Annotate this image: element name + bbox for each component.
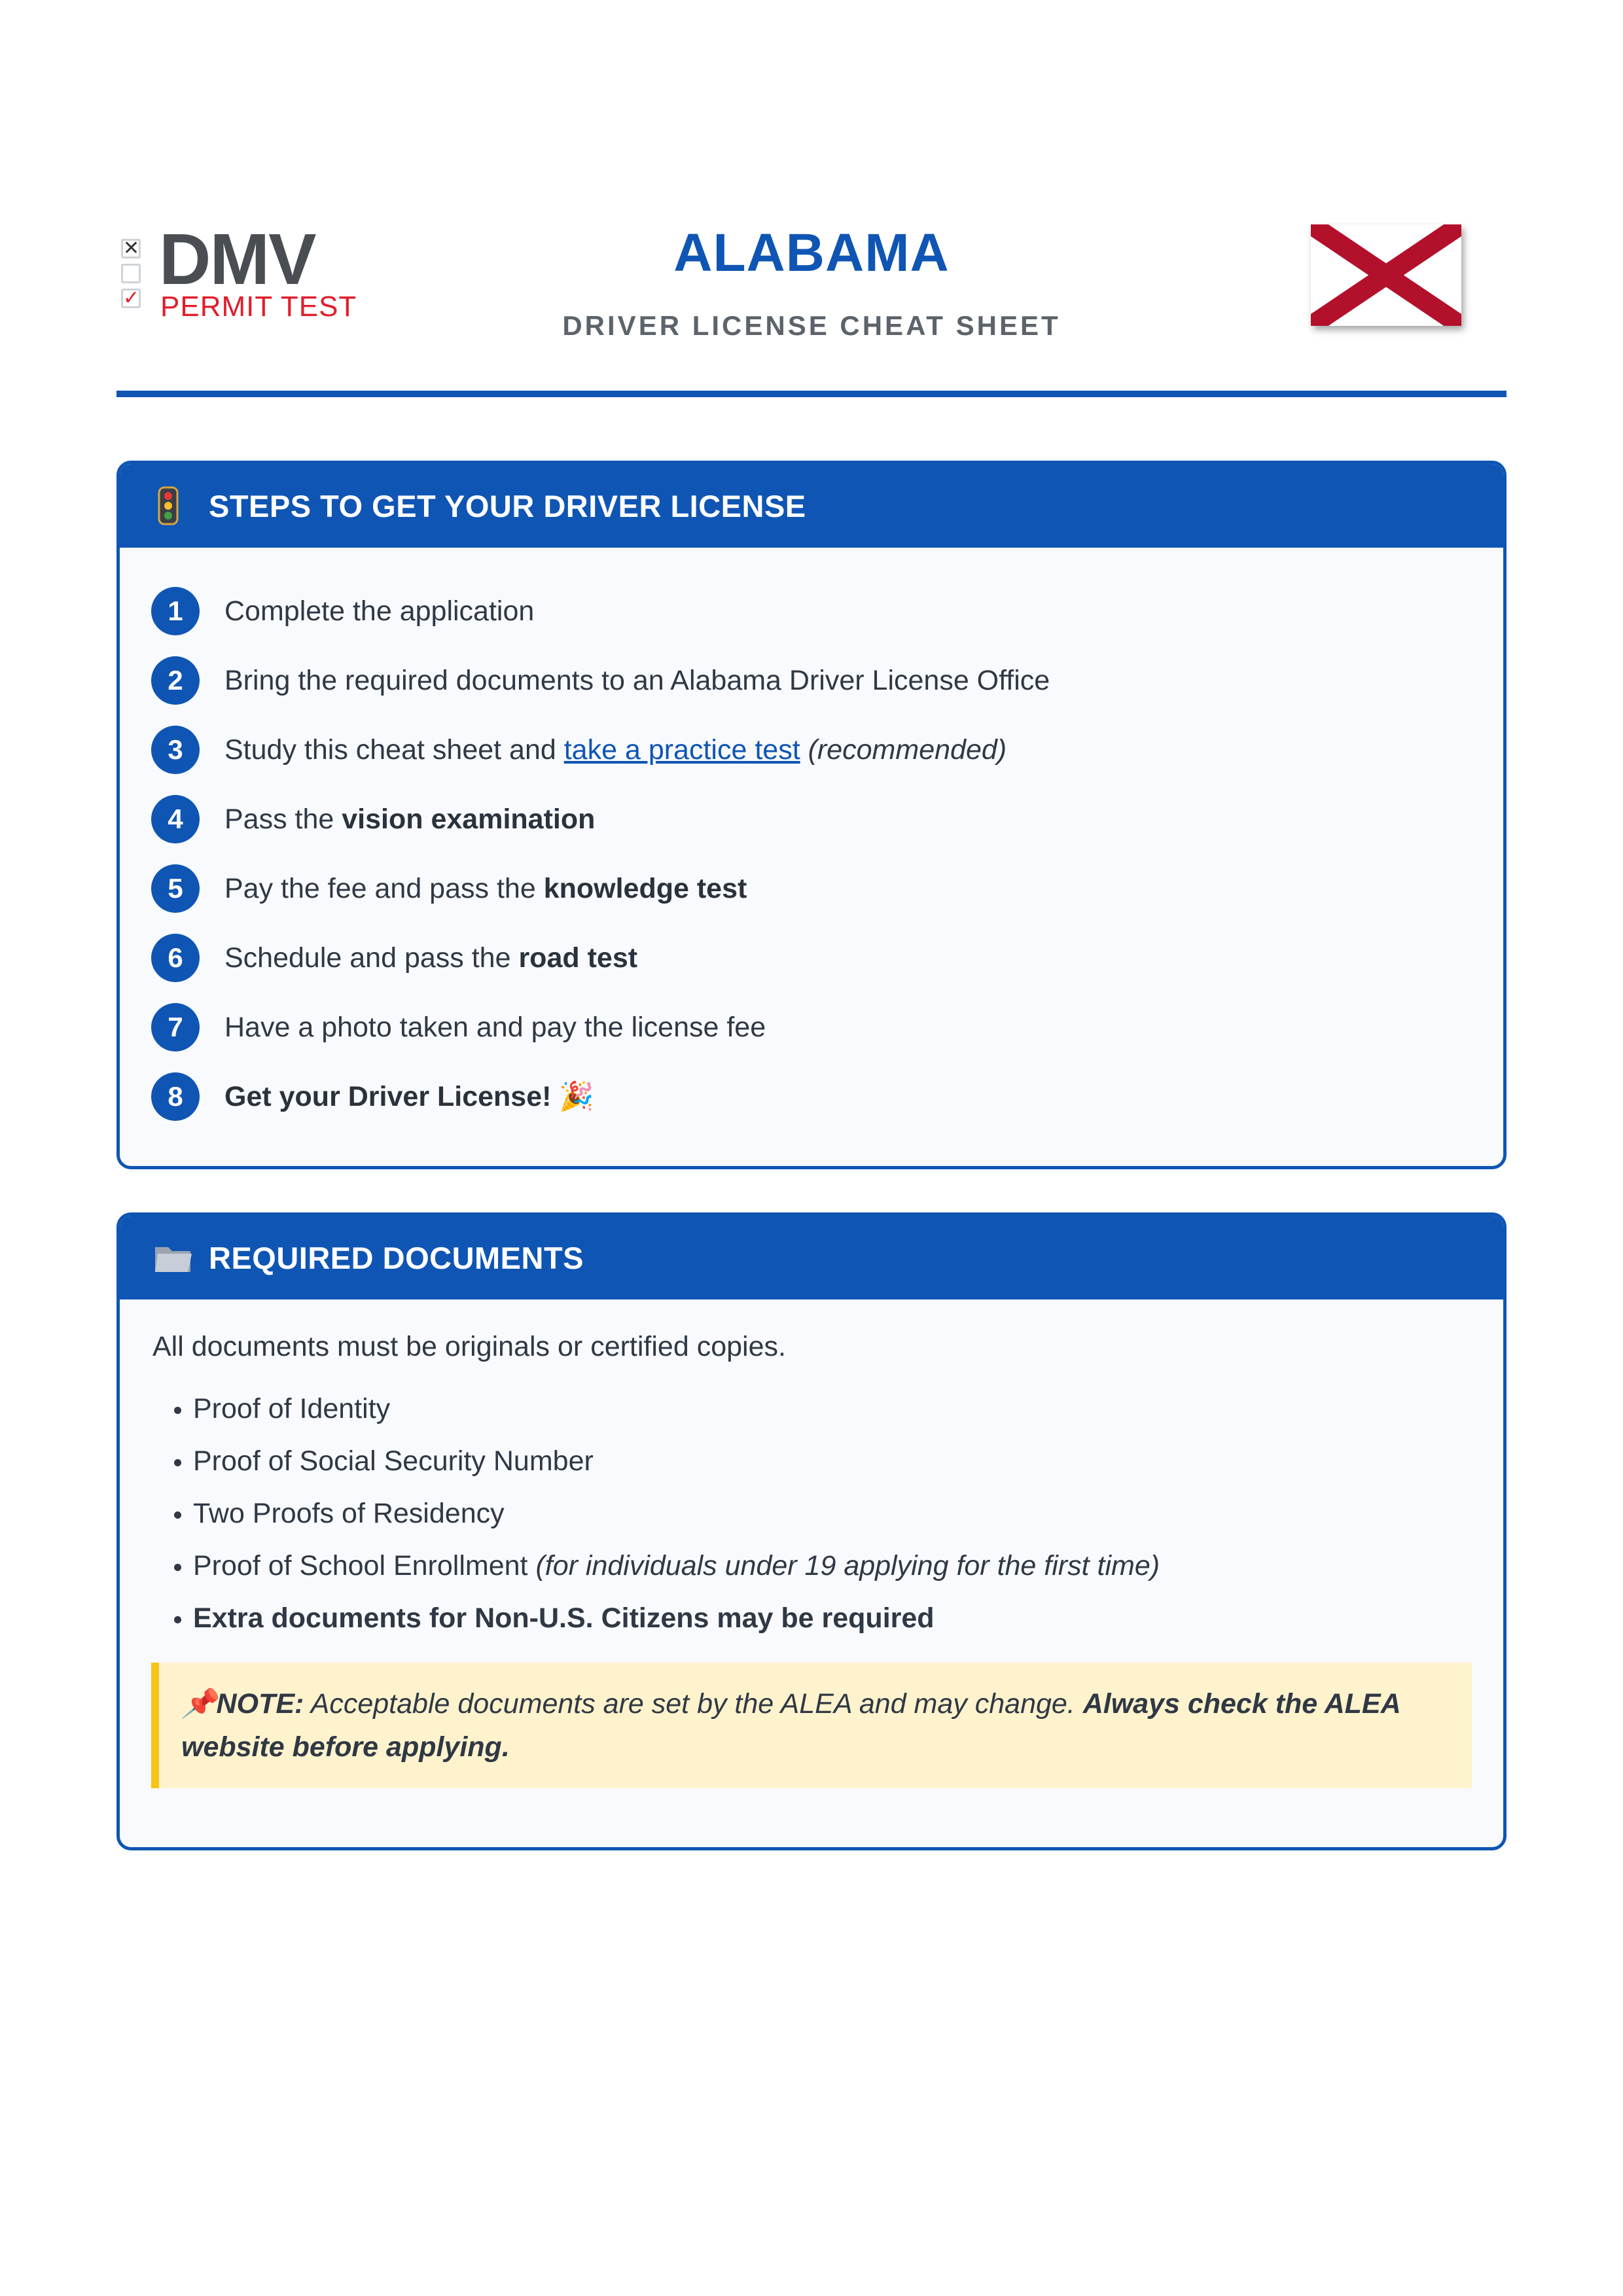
checkbox-list-icon: ✕ ✓ xyxy=(121,239,145,313)
step-text xyxy=(224,873,747,905)
step-text-bold: vision examination xyxy=(342,803,596,835)
documents-panel xyxy=(116,1212,1507,1850)
step-item xyxy=(151,923,1503,993)
documents-list xyxy=(120,1383,1503,1644)
step-item xyxy=(151,576,1503,646)
step-number: 8 xyxy=(151,1072,200,1121)
step-text: Have a photo taken and pay the license fee xyxy=(224,1011,766,1043)
steps-panel-header xyxy=(120,464,1503,548)
step-text xyxy=(224,734,1007,766)
note-emphasis: Always check the ALEA website before applying. xyxy=(181,1688,1400,1763)
document-item: • Two Proofs of Residency xyxy=(193,1487,1503,1540)
step-item xyxy=(151,785,1503,854)
step-text: Complete the application xyxy=(224,595,535,627)
document-item: • Proof of Social Security Number xyxy=(193,1435,1503,1487)
step-text-prefix: Pass the xyxy=(224,803,342,835)
step-text-bold: Get your Driver License! xyxy=(224,1081,552,1112)
note-callout xyxy=(151,1663,1472,1788)
folder-icon xyxy=(154,1238,183,1277)
party-popper-icon: 🎉 xyxy=(559,1081,594,1112)
step-number: 1 xyxy=(151,587,200,635)
document-item xyxy=(193,1592,1503,1644)
page-header xyxy=(0,0,1623,406)
step-text-prefix: Study this cheat sheet and xyxy=(224,733,564,766)
steps-panel xyxy=(116,461,1507,1169)
documents-intro: All documents must be originals or certified copies. xyxy=(152,1331,786,1362)
step-text-note: (recommended) xyxy=(800,733,1007,766)
step-text-bold: road test xyxy=(518,942,638,974)
step-number: 3 xyxy=(151,726,200,774)
traffic-light-icon xyxy=(154,486,183,525)
practice-test-link[interactable]: take a practice test xyxy=(563,733,800,766)
state-title: ALABAMA xyxy=(673,223,950,283)
alabama-flag-icon xyxy=(1311,224,1461,326)
step-item xyxy=(151,715,1503,785)
step-text-prefix: Schedule and pass the xyxy=(224,942,519,974)
step-number: 2 xyxy=(151,656,200,705)
steps-list xyxy=(120,548,1503,1131)
step-text: Bring the required documents to an Alabama Driver License Office xyxy=(224,664,1050,696)
step-text-bold: knowledge test xyxy=(543,872,747,904)
header-divider xyxy=(116,391,1507,397)
step-item xyxy=(151,993,1503,1062)
step-item xyxy=(151,854,1503,923)
note-label: NOTE: xyxy=(216,1688,304,1720)
logo-brand: DMV xyxy=(159,219,315,300)
steps-panel-title: STEPS TO GET YOUR DRIVER LICENSE xyxy=(209,488,806,523)
logo-tagline: PERMIT TEST xyxy=(160,291,357,323)
step-item xyxy=(151,1062,1503,1131)
step-text xyxy=(224,942,637,974)
documents-panel-title: REQUIRED DOCUMENTS xyxy=(209,1240,584,1275)
step-number: 5 xyxy=(151,864,200,913)
note-text: Acceptable documents are set by the ALEA and may change. xyxy=(304,1688,1083,1720)
document-item-note: (for individuals under 19 applying for the first time) xyxy=(535,1550,1160,1581)
step-number: 6 xyxy=(151,934,200,982)
step-number: 7 xyxy=(151,1003,200,1051)
document-item: • Proof of Identity xyxy=(193,1383,1503,1435)
document-item-bold: Extra documents for Non-U.S. Citizens may be required xyxy=(193,1602,935,1634)
pushpin-icon: 📌 xyxy=(181,1688,217,1720)
sheet-subtitle: DRIVER LICENSE CHEAT SHEET xyxy=(562,310,1061,341)
step-number: 4 xyxy=(151,795,200,843)
document-item xyxy=(193,1540,1503,1592)
step-text xyxy=(224,804,595,836)
step-text xyxy=(224,1080,594,1113)
documents-panel-header xyxy=(120,1216,1503,1299)
step-text-prefix: Pay the fee and pass the xyxy=(224,872,544,904)
document-item-text: Proof of School Enrollment xyxy=(193,1550,536,1581)
step-item xyxy=(151,646,1503,715)
